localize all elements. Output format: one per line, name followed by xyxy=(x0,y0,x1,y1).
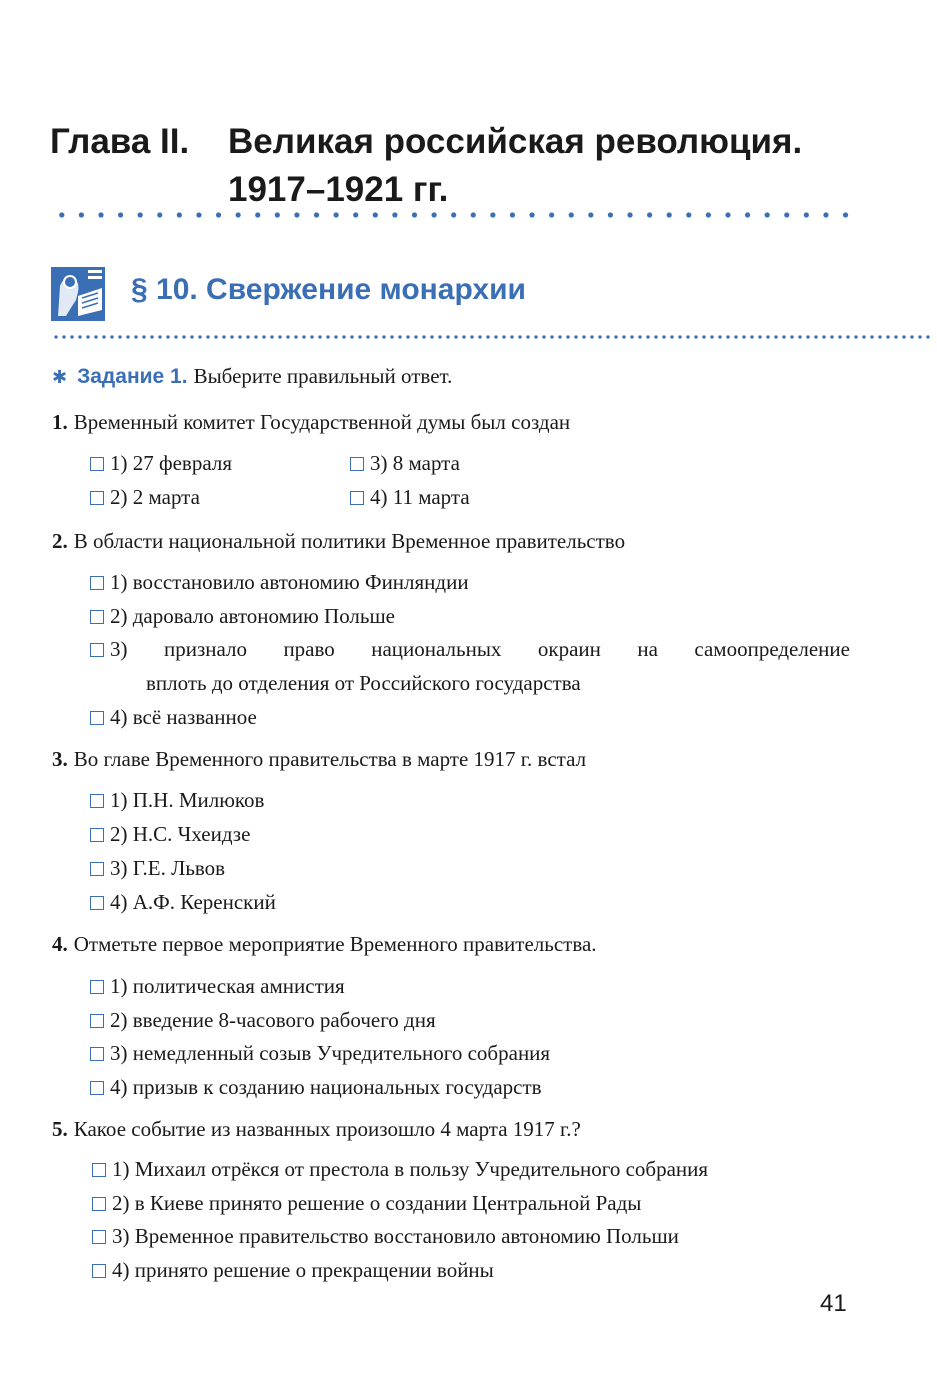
answer-option[interactable]: 1) П.Н. Милюков xyxy=(90,783,264,817)
question-text: Какое событие из названных произошло 4 марта 1917 г.? xyxy=(73,1117,581,1141)
checkbox-icon[interactable] xyxy=(90,862,104,876)
answer-option[interactable]: 3) признало право национальных окраин на самоопределение вплоть до отделения от Российского государства xyxy=(90,632,850,700)
question-5 xyxy=(52,1117,581,1142)
question-text: В области национальной политики Временное правительство xyxy=(73,529,626,553)
checkbox-icon[interactable] xyxy=(92,1197,106,1211)
question-number: 5. xyxy=(52,1117,68,1141)
checkbox-icon[interactable] xyxy=(90,1047,104,1061)
question-number: 3. xyxy=(52,747,68,771)
answer-option[interactable]: 3) Временное правительство восстановило автономию Польши xyxy=(92,1219,679,1253)
answer-option[interactable]: 2) даровало автономию Польше xyxy=(90,599,395,633)
task-heading xyxy=(52,364,452,389)
question-text: Во главе Временного правительства в марте 1917 г. встал xyxy=(73,747,587,771)
checkbox-icon[interactable] xyxy=(90,491,104,505)
answer-option[interactable]: 4) А.Ф. Керенский xyxy=(90,885,276,919)
question-text: Отметьте первое мероприятие Временного правительства. xyxy=(73,932,597,956)
task-label: Задание 1. xyxy=(77,365,188,388)
checkbox-icon[interactable] xyxy=(90,896,104,910)
answer-option[interactable]: 2) в Киеве принято решение о создании Центральной Рады xyxy=(92,1186,641,1220)
question-text: Временный комитет Государственной думы был создан xyxy=(73,410,571,434)
question-4 xyxy=(52,932,597,957)
checkbox-icon[interactable] xyxy=(350,457,364,471)
question-2 xyxy=(52,529,625,554)
answer-option[interactable]: 3) Г.Е. Львов xyxy=(90,851,225,885)
answer-option[interactable]: 4) принято решение о прекращении войны xyxy=(92,1253,494,1287)
answer-option[interactable]: 4) 11 марта xyxy=(350,480,470,514)
answer-option[interactable]: 1) восстановило автономию Финляндии xyxy=(90,565,469,599)
question-number: 4. xyxy=(52,932,68,956)
chapter-number: Глава II. xyxy=(50,122,190,161)
checkbox-icon[interactable] xyxy=(92,1163,106,1177)
checkbox-icon[interactable] xyxy=(90,610,104,624)
chapter-title: Великая российская революция. xyxy=(228,122,803,161)
checkbox-icon[interactable] xyxy=(90,794,104,808)
answer-option[interactable]: 3) 8 марта xyxy=(350,446,460,480)
checkbox-icon[interactable] xyxy=(90,457,104,471)
asterisk-icon: ✱ xyxy=(52,367,68,388)
chapter-divider xyxy=(52,212,852,218)
answer-option[interactable]: 3) немедленный созыв Учредительного собрания xyxy=(90,1036,550,1070)
checkbox-icon[interactable] xyxy=(90,711,104,725)
answer-option[interactable]: 2) введение 8-часового рабочего дня xyxy=(90,1003,436,1037)
question-number: 2. xyxy=(52,529,68,553)
question-number: 1. xyxy=(52,410,68,434)
checkbox-icon[interactable] xyxy=(350,491,364,505)
checkbox-icon[interactable] xyxy=(90,1014,104,1028)
checkbox-icon[interactable] xyxy=(90,576,104,590)
answer-option[interactable]: 2) Н.С. Чхеидзе xyxy=(90,817,250,851)
checkbox-icon[interactable] xyxy=(90,643,104,657)
task-instruction: Выберите правильный ответ. xyxy=(193,364,453,388)
question-3 xyxy=(52,747,586,772)
page-number: 41 xyxy=(820,1290,847,1317)
answer-option[interactable]: 1) 27 февраля xyxy=(90,446,232,480)
answer-option[interactable]: 1) Михаил отрёкся от престола в пользу Учредительного собрания xyxy=(92,1152,708,1186)
answer-option[interactable]: 2) 2 марта xyxy=(90,480,200,514)
answer-option[interactable]: 4) всё названное xyxy=(90,700,257,734)
section-title: § 10. Свержение монархии xyxy=(131,273,526,306)
chapter-years: 1917–1921 гг. xyxy=(228,170,449,209)
answer-option[interactable]: 1) политическая амнистия xyxy=(90,969,345,1003)
checkbox-icon[interactable] xyxy=(90,980,104,994)
answer-option[interactable]: 4) призыв к созданию национальных государств xyxy=(90,1070,542,1104)
book-reader-icon xyxy=(50,266,106,322)
checkbox-icon[interactable] xyxy=(90,828,104,842)
checkbox-icon[interactable] xyxy=(92,1230,106,1244)
checkbox-icon[interactable] xyxy=(92,1264,106,1278)
section-divider xyxy=(52,335,932,339)
question-1 xyxy=(52,410,570,435)
checkbox-icon[interactable] xyxy=(90,1081,104,1095)
